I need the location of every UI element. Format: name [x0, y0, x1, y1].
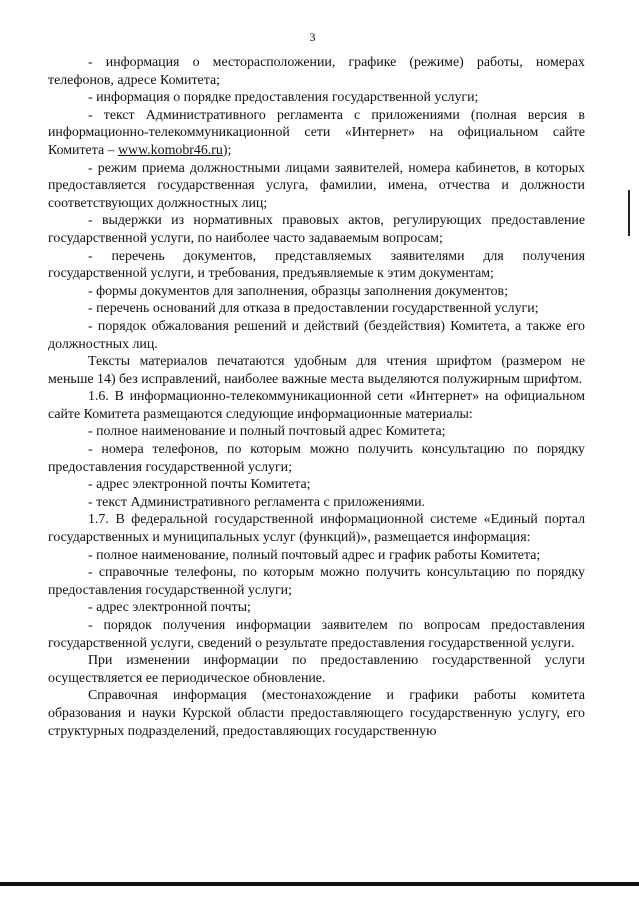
paragraph-8: - перечень оснований для отказа в предоставлении государственной услуги;: [88, 301, 539, 317]
paragraph-13: - номера телефонов, по которым можно получить консультацию по порядку предоставления государственной услуги;: [48, 442, 585, 475]
paragraph-21: При изменении информации по предоставлению государственной услуги осуществляется ее периодическое обновление.: [48, 653, 585, 686]
scan-mark-right: [628, 190, 630, 236]
paragraph-2: - информация о порядке предоставления государственной услуги;: [88, 90, 479, 106]
paragraph-4: - режим приема должностными лицами заявителей, номера кабинетов, в которых предоставляется государственная услуга, фамилии, имена, отчества и должности соответствующих должностных лиц;: [48, 160, 585, 211]
paragraph-12: - полное наименование и полный почтовый адрес Комитета;: [88, 424, 446, 440]
paragraph-9: - порядок обжалования решений и действий (бездействия) Комитета, а также его должностных лиц.: [48, 318, 585, 352]
paragraph-22: Справочная информация (местонахождение и графики работы комитета образования и науки Курской области предоставляющего государственную услугу, его структурных подразделений, предоставляющих государственную: [48, 688, 585, 739]
bottom-border-line: [0, 882, 639, 886]
paragraph-1: - информация о месторасположении, графике (режиме) работы, номерах телефонов, адресе Комитета;: [48, 55, 585, 88]
page-number: 3: [309, 30, 316, 44]
paragraph-3: [48, 107, 585, 160]
paragraph-16: 1.7. В федеральной государственной информационной системе «Единый портал государственных и муниципальных услуг (функций)», размещается информация:: [48, 512, 585, 546]
paragraph-19: - адрес электронной почты;: [88, 600, 251, 616]
website-link[interactable]: www.komobr46.ru: [118, 142, 223, 158]
paragraph-3-text: - текст Административного регламента с приложениями (полная версия в информационно-телекоммуникационной сети «Интернет» на официальном сайте Комитета –: [48, 107, 585, 158]
paragraph-5: - выдержки из нормативных правовых актов, регулирующих предоставление государственной услуги, по наиболее часто задаваемым вопросам;: [48, 213, 585, 246]
paragraph-3-suffix: );: [222, 142, 232, 158]
paragraph-14: - адрес электронной почты Комитета;: [88, 477, 311, 493]
paragraph-18: - справочные телефоны, по которым можно получить консультацию по порядку предоставления государственной услуги;: [48, 565, 585, 598]
paragraph-15: - текст Административного регламента с приложениями.: [88, 494, 425, 510]
paragraph-17: - полное наименование, полный почтовый адрес и график работы Комитета;: [88, 547, 541, 563]
paragraph-6: - перечень документов, представляемых заявителями для получения государственной услуги, и требования, предъявляемые к этим документам;: [48, 248, 585, 282]
paragraph-11: 1.6. В информационно-телекоммуникационной сети «Интернет» на официальном сайте Комитета размещаются следующие информационные материалы:: [48, 389, 585, 422]
paragraph-7: - формы документов для заполнения, образцы заполнения документов;: [88, 283, 508, 299]
paragraph-20: - порядок получения информации заявителем по вопросам предоставления государственной услуги, сведений о результате предоставления государственной услуги.: [48, 618, 585, 651]
document-body: [48, 54, 585, 740]
paragraph-10: Тексты материалов печатаются удобным для чтения шрифтом (размером не меньше 14) без исправлений, наиболее важные места выделяются полужирным шрифтом.: [48, 354, 585, 387]
